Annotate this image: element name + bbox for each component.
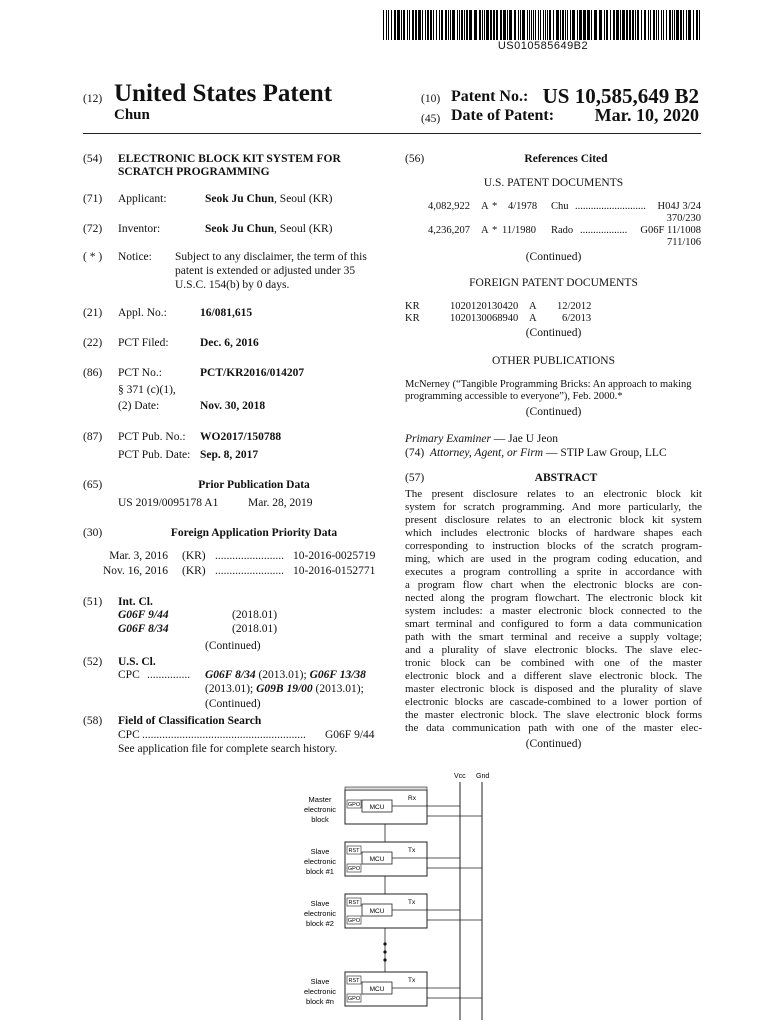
- barcode-bar: [644, 10, 646, 40]
- foreign-docs-heading: FOREIGN PATENT DOCUMENTS: [469, 277, 638, 289]
- barcode-bar: [560, 10, 561, 40]
- priority-number-2: 10-2016-0152771: [293, 565, 376, 577]
- inventor-location: , Seoul (KR): [274, 223, 333, 235]
- barcode-bar: [676, 10, 679, 40]
- inventor-value: [205, 222, 333, 236]
- io-label: Tx: [408, 899, 416, 906]
- other-pub-line1: McNerney (“Tangible Programming Bricks: An approach to making: [405, 379, 692, 390]
- barcode-bar: [635, 10, 636, 40]
- barcode-bar: [616, 10, 619, 40]
- abstract-line: path with the smart terminal and receive a supply voltage;: [405, 631, 702, 643]
- barcode-bar: [538, 10, 539, 40]
- barcode-bar: [699, 10, 700, 40]
- io-label: Tx: [408, 847, 416, 854]
- us-cl-line2: [205, 682, 364, 696]
- abstract-line: the data communication path with one of the master elec-: [405, 722, 702, 734]
- block-label: block: [311, 815, 329, 824]
- code-22: (22): [83, 337, 103, 349]
- notice-line2: patent is extended or adjusted under 35: [175, 265, 356, 277]
- int-cl-1: G06F 9/44: [118, 609, 169, 621]
- code-52: (52): [83, 656, 103, 668]
- barcode-bar: [425, 10, 426, 40]
- barcode-bar: [474, 10, 477, 40]
- pct-pub-no-value: WO2017/150788: [200, 431, 282, 443]
- prior-pub-date: Mar. 28, 2019: [248, 497, 313, 509]
- gnd-label: Gnd: [476, 773, 490, 780]
- us-ref-class-2: G06F 11/1008: [640, 225, 701, 236]
- barcode-bar: [666, 10, 667, 40]
- abstract-line: executes a program controlling a sprite in accordance with: [405, 566, 702, 578]
- block-label: Master: [308, 795, 332, 804]
- barcode-bar: [572, 10, 575, 40]
- priority-dots-2: ........................: [215, 565, 284, 577]
- barcode-bar: [403, 10, 405, 40]
- barcode-bar: [604, 10, 605, 40]
- barcode-bar: [688, 10, 691, 40]
- io-label: Rx: [408, 795, 416, 802]
- field-search-note: See application file for complete search history.: [118, 743, 338, 755]
- references-heading: References Cited: [524, 153, 608, 165]
- header-rule: [83, 133, 701, 134]
- barcode-bar: [637, 10, 639, 40]
- code-58: (58): [83, 715, 103, 727]
- priority-country-1: (KR): [182, 550, 206, 562]
- invention-title-line2: SCRATCH PROGRAMMING: [118, 166, 270, 178]
- attorney-label: Attorney, Agent, or Firm: [429, 447, 544, 459]
- foreign-ref-country-1: KR: [405, 301, 420, 312]
- barcode-bar: [553, 10, 554, 40]
- barcode-bar: [383, 10, 384, 40]
- us-cl-class-1: G06F 8/34: [205, 669, 256, 681]
- block-label: block #1: [306, 867, 334, 876]
- barcode-bar: [466, 10, 468, 40]
- barcode-bar: [540, 10, 541, 40]
- examiner-line: [405, 432, 558, 446]
- us-ref-class2-1: 370/230: [666, 213, 701, 224]
- us-ref-num-1: 4,082,922: [428, 201, 470, 212]
- applicant-name: Seok Ju Chun: [205, 193, 275, 205]
- kind-code-12: (12): [83, 93, 103, 105]
- block-label: Slave: [310, 899, 330, 908]
- barcode-bar: [683, 10, 684, 40]
- us-ref-class2-2: 711/106: [666, 237, 701, 248]
- us-ref-name-1: Chu: [551, 201, 569, 212]
- block-label: block #n: [306, 997, 334, 1006]
- block-label: electronic: [303, 987, 337, 996]
- barcode-bar: [648, 10, 649, 40]
- barcode-bar: [535, 10, 536, 40]
- us-cl-year-2: (2013.01);: [205, 683, 257, 695]
- pin-label: GPO: [347, 802, 361, 809]
- pct-pub-no-label: PCT Pub. No.:: [118, 431, 186, 443]
- inventor-label: Inventor:: [118, 223, 161, 235]
- attorney-line: [405, 446, 667, 460]
- barcode-bar: [427, 10, 429, 40]
- us-ref-class-1: H04J 3/24: [657, 201, 701, 212]
- barcode-bar: [509, 10, 512, 40]
- block-label: electronic: [303, 805, 337, 814]
- code-30: (30): [83, 527, 103, 539]
- barcode-bar: [549, 10, 551, 40]
- examiner-name: — Jae U Jeon: [490, 433, 558, 445]
- us-cl-year-3: (2013.01);: [312, 683, 364, 695]
- pct-pub-date-label: PCT Pub. Date:: [118, 449, 191, 461]
- barcode-bar: [531, 10, 532, 40]
- field-search-cpc-value: G06F 9/44: [325, 729, 375, 741]
- inventor-short: Chun: [114, 107, 150, 123]
- barcode-bar: [503, 10, 506, 40]
- ellipsis-dot: [383, 950, 386, 953]
- mcu-label: MCU: [369, 908, 385, 915]
- master-top-edge: [345, 787, 427, 790]
- code-45: (45): [421, 113, 441, 125]
- abstract-line: nected along the program flowchart. The electronic block kit: [405, 592, 702, 604]
- barcode-bar: [570, 10, 571, 40]
- us-ref-star-1: *: [492, 201, 498, 212]
- barcode-bar: [386, 10, 387, 40]
- barcode-bar: [545, 10, 546, 40]
- us-cl-class-3: G09B 19/00: [256, 683, 313, 695]
- code-10: (10): [421, 93, 441, 105]
- barcode-bar: [500, 10, 502, 40]
- block-diagram-figure: [290, 768, 510, 1024]
- field-search-dots: .........................................................: [142, 729, 306, 741]
- us-ref-star-2: *: [492, 225, 498, 236]
- field-search-heading: Field of Classification Search: [118, 715, 262, 727]
- us-cl-year-1: (2013.01);: [255, 669, 310, 681]
- us-cl-cpc-dots: ...............: [147, 669, 191, 681]
- code-71: (71): [83, 193, 103, 205]
- int-cl-heading: Int. Cl.: [118, 596, 153, 608]
- barcode-bar: [407, 10, 408, 40]
- abstract-line: electronic block and a different slave electronic block. The: [405, 670, 702, 682]
- barcode-number: US010585649B2: [497, 40, 589, 52]
- code-72: (72): [83, 223, 103, 235]
- foreign-ref-kind-2: A: [529, 313, 537, 324]
- barcode-bar: [610, 10, 611, 40]
- foreign-ref-date-2: 6/2013: [562, 313, 592, 324]
- code-57: (57): [405, 472, 425, 484]
- int-cl-year-1: (2018.01): [232, 609, 278, 621]
- us-ref-name-2: Rado: [551, 225, 574, 236]
- us-ref-num-2: 4,236,207: [428, 225, 470, 236]
- barcode-bar: [577, 10, 578, 40]
- barcode-bar: [496, 10, 498, 40]
- barcode-bar: [629, 10, 631, 40]
- us-cl-continued: (Continued): [205, 698, 261, 710]
- barcode-bar: [606, 10, 608, 40]
- abstract-body: [405, 488, 702, 751]
- priority-dots-1: ........................: [215, 550, 284, 562]
- barcode-bar: [479, 10, 481, 40]
- other-pubs-heading: OTHER PUBLICATIONS: [492, 355, 615, 367]
- barcode-bar: [594, 10, 597, 40]
- barcode-bar: [464, 10, 465, 40]
- barcode-bar: [641, 10, 642, 40]
- priority-date-2: Nov. 16, 2016: [102, 565, 168, 577]
- code-21: (21): [83, 307, 103, 319]
- barcode-bar: [507, 10, 508, 40]
- us-cl-line1: [205, 668, 366, 682]
- barcode-bar: [556, 10, 559, 40]
- barcode-bar: [669, 10, 671, 40]
- barcode-bar: [567, 10, 568, 40]
- barcode-bar: [409, 10, 410, 40]
- barcode-bar: [415, 10, 417, 40]
- patent-number: US 10,585,649 B2: [542, 84, 699, 108]
- pct-filed-label: PCT Filed:: [118, 337, 169, 349]
- examiner-label: Primary Examiner: [405, 433, 491, 445]
- barcode-bar: [433, 10, 434, 40]
- barcode-bar: [620, 10, 621, 40]
- barcode-bar: [418, 10, 421, 40]
- us-cl-cpc-label: CPC: [118, 669, 140, 681]
- us-cl-class-2: G06F 13/38: [309, 669, 366, 681]
- block-label: electronic: [303, 857, 337, 866]
- us-ref-dots-2: ..................: [580, 225, 628, 236]
- pct-no-value: PCT/KR2016/014207: [200, 367, 305, 379]
- notice-line1: Subject to any disclaimer, the term of this: [175, 251, 367, 263]
- barcode-bar: [493, 10, 495, 40]
- mcu-label: MCU: [369, 986, 385, 993]
- abstract-line: which includes electronic blocks of hardware shapes each: [405, 527, 702, 539]
- abstract-line: system includes: a master electronic block connected to the: [405, 605, 702, 617]
- code-74: (74): [405, 447, 425, 459]
- foreign-ref-kind-1: A: [529, 301, 537, 312]
- abstract-continued: (Continued): [525, 738, 582, 750]
- applicant-value: [205, 192, 333, 206]
- barcode-bar: [461, 10, 463, 40]
- field-search-cpc-label: CPC: [118, 729, 140, 741]
- barcode-bar: [397, 10, 400, 40]
- applicant-location: , Seoul (KR): [274, 193, 333, 205]
- barcode-bar: [486, 10, 489, 40]
- us-ref-date-2: 11/1980: [502, 225, 537, 236]
- prior-pub-number: US 2019/0095178 A1: [118, 497, 219, 509]
- abstract-line: tronic block can be combined with one of the master: [405, 657, 702, 669]
- barcode-bar: [441, 10, 443, 40]
- barcode-bar: [459, 10, 460, 40]
- barcode-bar: [686, 10, 687, 40]
- barcode-bar: [599, 10, 602, 40]
- barcode-bar: [527, 10, 528, 40]
- barcode-bar: [412, 10, 414, 40]
- other-pubs-continued: (Continued): [525, 406, 582, 418]
- barcode-bar: [583, 10, 586, 40]
- barcode-bar: [439, 10, 440, 40]
- block-label: Slave: [310, 977, 330, 986]
- patent-no-label: Patent No.:: [451, 88, 529, 105]
- barcode-bar: [388, 10, 389, 40]
- pct-filed-value: Dec. 6, 2016: [200, 337, 259, 349]
- inventor-name: Seok Ju Chun: [205, 223, 275, 235]
- barcode-bar: [391, 10, 392, 40]
- barcode-bar: [529, 10, 530, 40]
- abstract-line: and a plurality of slave electronic blocks. The slave elec-: [405, 644, 702, 656]
- pct-pub-date-value: Sep. 8, 2017: [200, 449, 259, 461]
- barcode-bar: [674, 10, 675, 40]
- barcode-bar: [650, 10, 651, 40]
- foreign-ref-country-2: KR: [405, 313, 420, 324]
- abstract-line: master electronic block is disposed and the plurality of slave: [405, 683, 702, 695]
- barcode-bar: [680, 10, 682, 40]
- pct-no-label: PCT No.:: [118, 367, 162, 379]
- barcode-bar: [445, 10, 447, 40]
- priority-country-2: (KR): [182, 565, 206, 577]
- barcode-bar: [663, 10, 664, 40]
- foreign-ref-num-1: 1020120130420: [450, 301, 519, 312]
- foreign-priority-heading: Foreign Application Priority Data: [170, 527, 338, 539]
- code-51: (51): [83, 596, 103, 608]
- us-ref-kind-2: A: [481, 225, 489, 236]
- pin-label: GPO: [347, 866, 361, 873]
- abstract-line: smart terminal and configured to form a data communication: [405, 618, 702, 630]
- barcode-bar: [457, 10, 458, 40]
- barcode-bar: [448, 10, 449, 40]
- us-ref-date-1: 4/1978: [508, 201, 538, 212]
- barcode-bar: [653, 10, 655, 40]
- foreign-ref-num-2: 1020130068940: [450, 313, 519, 324]
- notice-code: ( * ): [83, 251, 103, 263]
- barcode-bar: [547, 10, 548, 40]
- abstract-heading: ABSTRACT: [534, 472, 598, 484]
- abstract-line: corresponding to instruction blocks of the scratch program-: [405, 540, 702, 552]
- abstract-line: a program flow chart when the electronic blocks are con-: [405, 579, 702, 591]
- barcode-bar: [613, 10, 615, 40]
- barcode-bar: [658, 10, 659, 40]
- barcode-bar: [543, 10, 544, 40]
- foreign-ref-date-1: 12/2012: [557, 301, 592, 312]
- priority-number-1: 10-2016-0025719: [293, 550, 376, 562]
- date-of-patent: Mar. 10, 2020: [594, 105, 699, 125]
- vcc-label: Vcc: [454, 773, 466, 780]
- abstract-line: the master electronic block. The slave electronic block forms: [405, 709, 702, 721]
- appl-no-value: 16/081,615: [200, 307, 253, 319]
- int-cl-continued: (Continued): [205, 640, 261, 652]
- barcode-bar: [422, 10, 423, 40]
- barcode: [383, 10, 703, 40]
- ellipsis-dot: [383, 942, 386, 945]
- io-label: Tx: [408, 977, 416, 984]
- barcode-bar: [450, 10, 451, 40]
- barcode-bar: [632, 10, 634, 40]
- barcode-bar: [430, 10, 432, 40]
- other-pub-line2: programming accessible to everyone”), Feb. 2000.*: [405, 391, 623, 402]
- barcode-bar: [520, 10, 521, 40]
- mcu-label: MCU: [369, 856, 385, 863]
- us-patent-docs-heading: U.S. PATENT DOCUMENTS: [483, 177, 624, 189]
- block-label: electronic: [303, 909, 337, 918]
- patent-title: United States Patent: [114, 80, 333, 107]
- attorney-value: — STIP Law Group, LLC: [543, 447, 667, 459]
- barcode-bar: [587, 10, 590, 40]
- barcode-bar: [565, 10, 566, 40]
- barcode-bar: [482, 10, 483, 40]
- us-refs-continued: (Continued): [525, 251, 582, 263]
- us-ref-kind-1: A: [481, 201, 489, 212]
- code-65: (65): [83, 479, 103, 491]
- applicant-label: Applicant:: [118, 193, 167, 205]
- block-label: block #2: [306, 919, 334, 928]
- pin-label: RST: [348, 848, 360, 855]
- us-cl-heading: U.S. Cl.: [118, 656, 156, 668]
- barcode-bar: [693, 10, 694, 40]
- barcode-bar: [401, 10, 402, 40]
- ellipsis-dot: [383, 958, 386, 961]
- barcode-bar: [656, 10, 657, 40]
- us-ref-dots-1: ...........................: [575, 201, 646, 212]
- abstract-line: ming, which are used in the program coding education, and: [405, 553, 702, 565]
- code-87: (87): [83, 431, 103, 443]
- date-of-patent-label: Date of Patent:: [451, 107, 555, 124]
- block-label: Slave: [310, 847, 330, 856]
- barcode-bar: [522, 10, 525, 40]
- barcode-bar: [696, 10, 698, 40]
- mcu-label: MCU: [369, 804, 385, 811]
- code-86: (86): [83, 367, 103, 379]
- barcode-bar: [469, 10, 472, 40]
- abstract-line: system for scratch programming. And more particularly, the: [405, 501, 702, 513]
- foreign-refs-continued: (Continued): [525, 327, 582, 339]
- s371-value: Nov. 30, 2018: [200, 400, 266, 412]
- int-cl-2: G06F 8/34: [118, 623, 169, 635]
- s371-line2: (2) Date:: [118, 400, 160, 412]
- pin-label: RST: [348, 900, 360, 907]
- barcode-bar: [622, 10, 625, 40]
- barcode-bar: [672, 10, 673, 40]
- barcode-bar: [518, 10, 519, 40]
- barcode-bar: [562, 10, 564, 40]
- notice-line3: U.S.C. 154(b) by 0 days.: [175, 279, 290, 291]
- barcode-bar: [626, 10, 628, 40]
- pin-label: GPO: [347, 918, 361, 925]
- abstract-line: The present disclosure relates to an electronic block kit: [405, 488, 702, 500]
- appl-no-label: Appl. No.:: [118, 307, 167, 319]
- prior-pub-heading: Prior Publication Data: [198, 479, 310, 491]
- abstract-line: electronic blocks are cascade-combined to a lower portion of: [405, 696, 702, 708]
- priority-date-1: Mar. 3, 2016: [109, 550, 168, 562]
- pin-label: RST: [348, 978, 360, 985]
- barcode-bar: [533, 10, 534, 40]
- pin-label: GPO: [347, 996, 361, 1003]
- barcode-bar: [490, 10, 492, 40]
- barcode-bar: [484, 10, 485, 40]
- barcode-bar: [394, 10, 396, 40]
- barcode-bar: [514, 10, 516, 40]
- code-54: (54): [83, 153, 103, 165]
- barcode-bar: [661, 10, 662, 40]
- s371-line1: § 371 (c)(1),: [118, 384, 176, 396]
- barcode-bar: [452, 10, 455, 40]
- notice-label: Notice:: [118, 251, 152, 263]
- code-56: (56): [405, 153, 425, 165]
- abstract-line: present disclosure relates to an electronic block kit system: [405, 514, 702, 526]
- barcode-bar: [436, 10, 437, 40]
- int-cl-year-2: (2018.01): [232, 623, 278, 635]
- barcode-bar: [579, 10, 582, 40]
- invention-title-line1: ELECTRONIC BLOCK KIT SYSTEM FOR: [118, 153, 341, 165]
- barcode-bar: [591, 10, 592, 40]
